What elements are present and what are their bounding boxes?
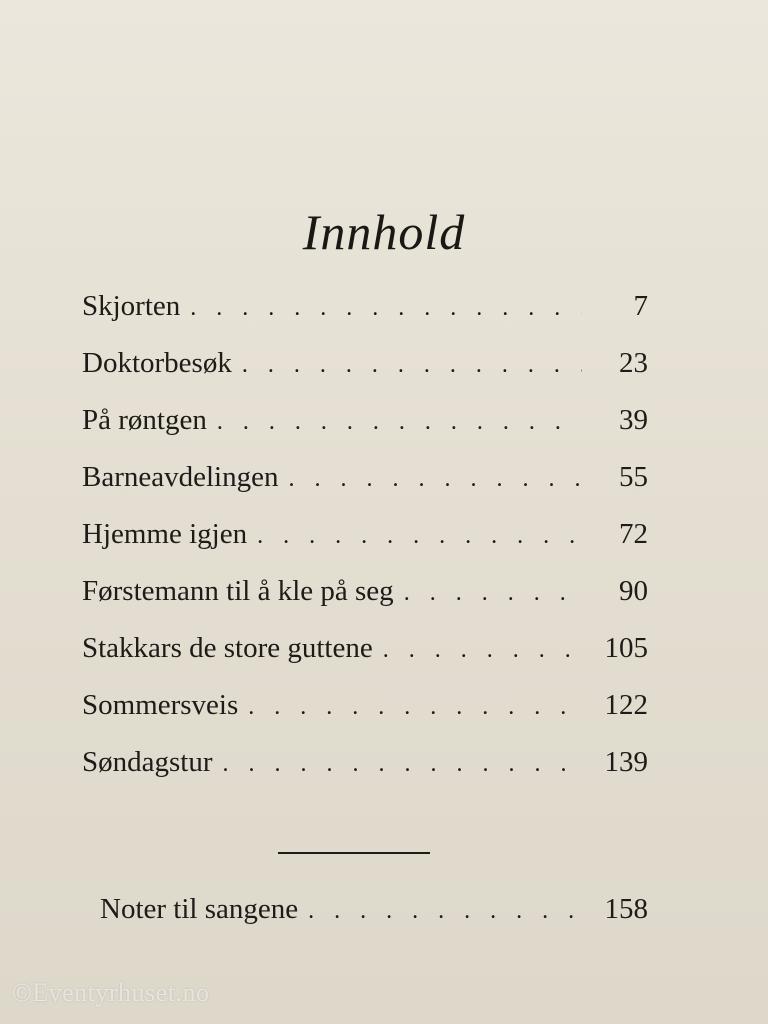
toc-entry-label: Doktorbesøk: [82, 347, 232, 379]
toc-entry-page: 90: [619, 575, 648, 607]
section-divider: [278, 852, 430, 854]
toc-entry: [82, 404, 648, 461]
toc-entry-page: 122: [604, 689, 648, 721]
toc-entry-page: 72: [619, 518, 648, 550]
dot-leader: [190, 295, 582, 322]
toc-entry-label: Søndagstur: [82, 746, 213, 778]
table-of-contents: [82, 290, 648, 803]
notes-entry: [100, 893, 648, 950]
toc-entry-label: På røntgen: [82, 404, 207, 436]
toc-entry-label: Barneavdelingen: [82, 461, 279, 493]
toc-entry-page: 23: [619, 347, 648, 379]
toc-entry-page: 105: [604, 632, 648, 664]
toc-entry-page: 7: [633, 290, 648, 322]
toc-entry: [82, 347, 648, 404]
dot-leader: [308, 898, 582, 925]
toc-entry-label: Skjorten: [82, 290, 181, 322]
dot-leader: [223, 751, 583, 778]
dot-leader: [404, 580, 582, 607]
dot-leader: [257, 523, 582, 550]
toc-entry-page: 139: [604, 746, 648, 778]
dot-leader: [248, 694, 582, 721]
page-title: Innhold: [302, 204, 466, 260]
toc-entry-label: Førstemann til å kle på seg: [82, 575, 394, 607]
toc-entry-label: Noter til sangene: [100, 893, 299, 925]
dot-leader: [242, 352, 582, 379]
toc-entry-page: 39: [619, 404, 648, 436]
toc-entry: [100, 893, 648, 950]
toc-entry-label: Hjemme igjen: [82, 518, 248, 550]
toc-entry-page: 55: [619, 461, 648, 493]
dot-leader: [288, 466, 582, 493]
toc-entry-label: Stakkars de store guttene: [82, 632, 373, 664]
toc-entry: [82, 290, 648, 347]
toc-entry: [82, 575, 648, 632]
toc-entry-page: 158: [604, 893, 648, 925]
toc-entry-label: Sommersveis: [82, 689, 239, 721]
toc-entry: [82, 632, 648, 689]
toc-entry: [82, 518, 648, 575]
dot-leader: [217, 409, 582, 436]
dot-leader: [383, 637, 582, 664]
toc-entry: [82, 689, 648, 746]
toc-entry: [82, 461, 648, 518]
watermark: ©Eventyrhuset.no: [12, 978, 210, 1007]
toc-entry: [82, 746, 648, 803]
